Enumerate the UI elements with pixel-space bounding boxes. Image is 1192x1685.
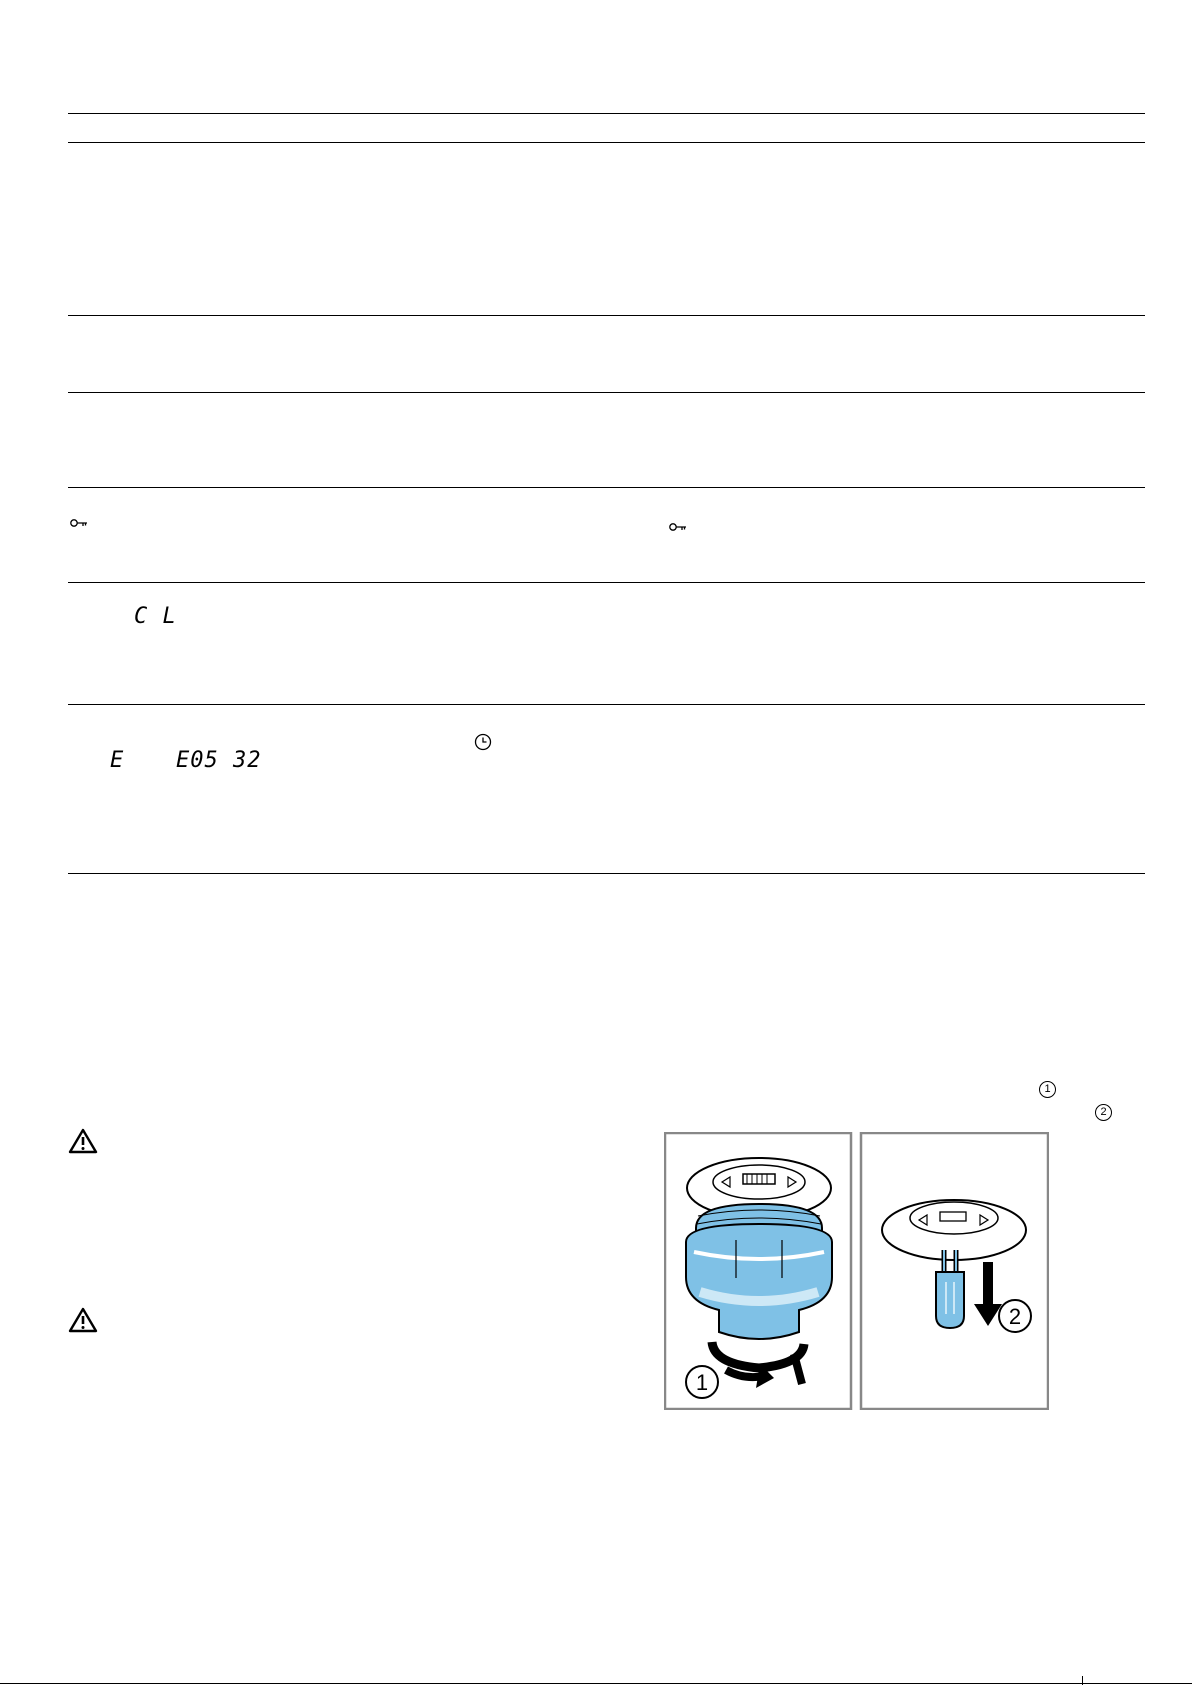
clock-icon [474,733,492,751]
table-row-divider [68,315,1145,316]
warning-triangle-icon [68,1307,98,1333]
display-code-e0532: E05 32 [176,748,262,773]
rotate-cover-panel [665,1133,851,1409]
panel-1-label: 1 [695,1370,709,1395]
table-row-divider [68,392,1145,393]
step-1-callout: 1 [1039,1081,1056,1098]
table-row-divider [68,704,1145,705]
table-top-rule [68,113,1145,114]
table-row-divider [68,582,1145,583]
key-icon [669,522,687,532]
warning-triangle-icon [68,1128,98,1154]
remove-bulb-panel [861,1133,1048,1409]
step-2-callout: 2 [1095,1104,1112,1121]
table-row-divider [68,487,1145,488]
bulb-replacement-figure [664,1132,1049,1410]
display-code-cl: C L [134,604,177,629]
footer-rule [0,1683,1192,1684]
footer-divider [1082,1676,1083,1685]
table-header-rule [68,142,1145,143]
key-icon [70,518,88,528]
table-bottom-rule [68,873,1145,874]
panel-2-label: 2 [1008,1304,1022,1329]
display-code-e: E [110,748,125,773]
